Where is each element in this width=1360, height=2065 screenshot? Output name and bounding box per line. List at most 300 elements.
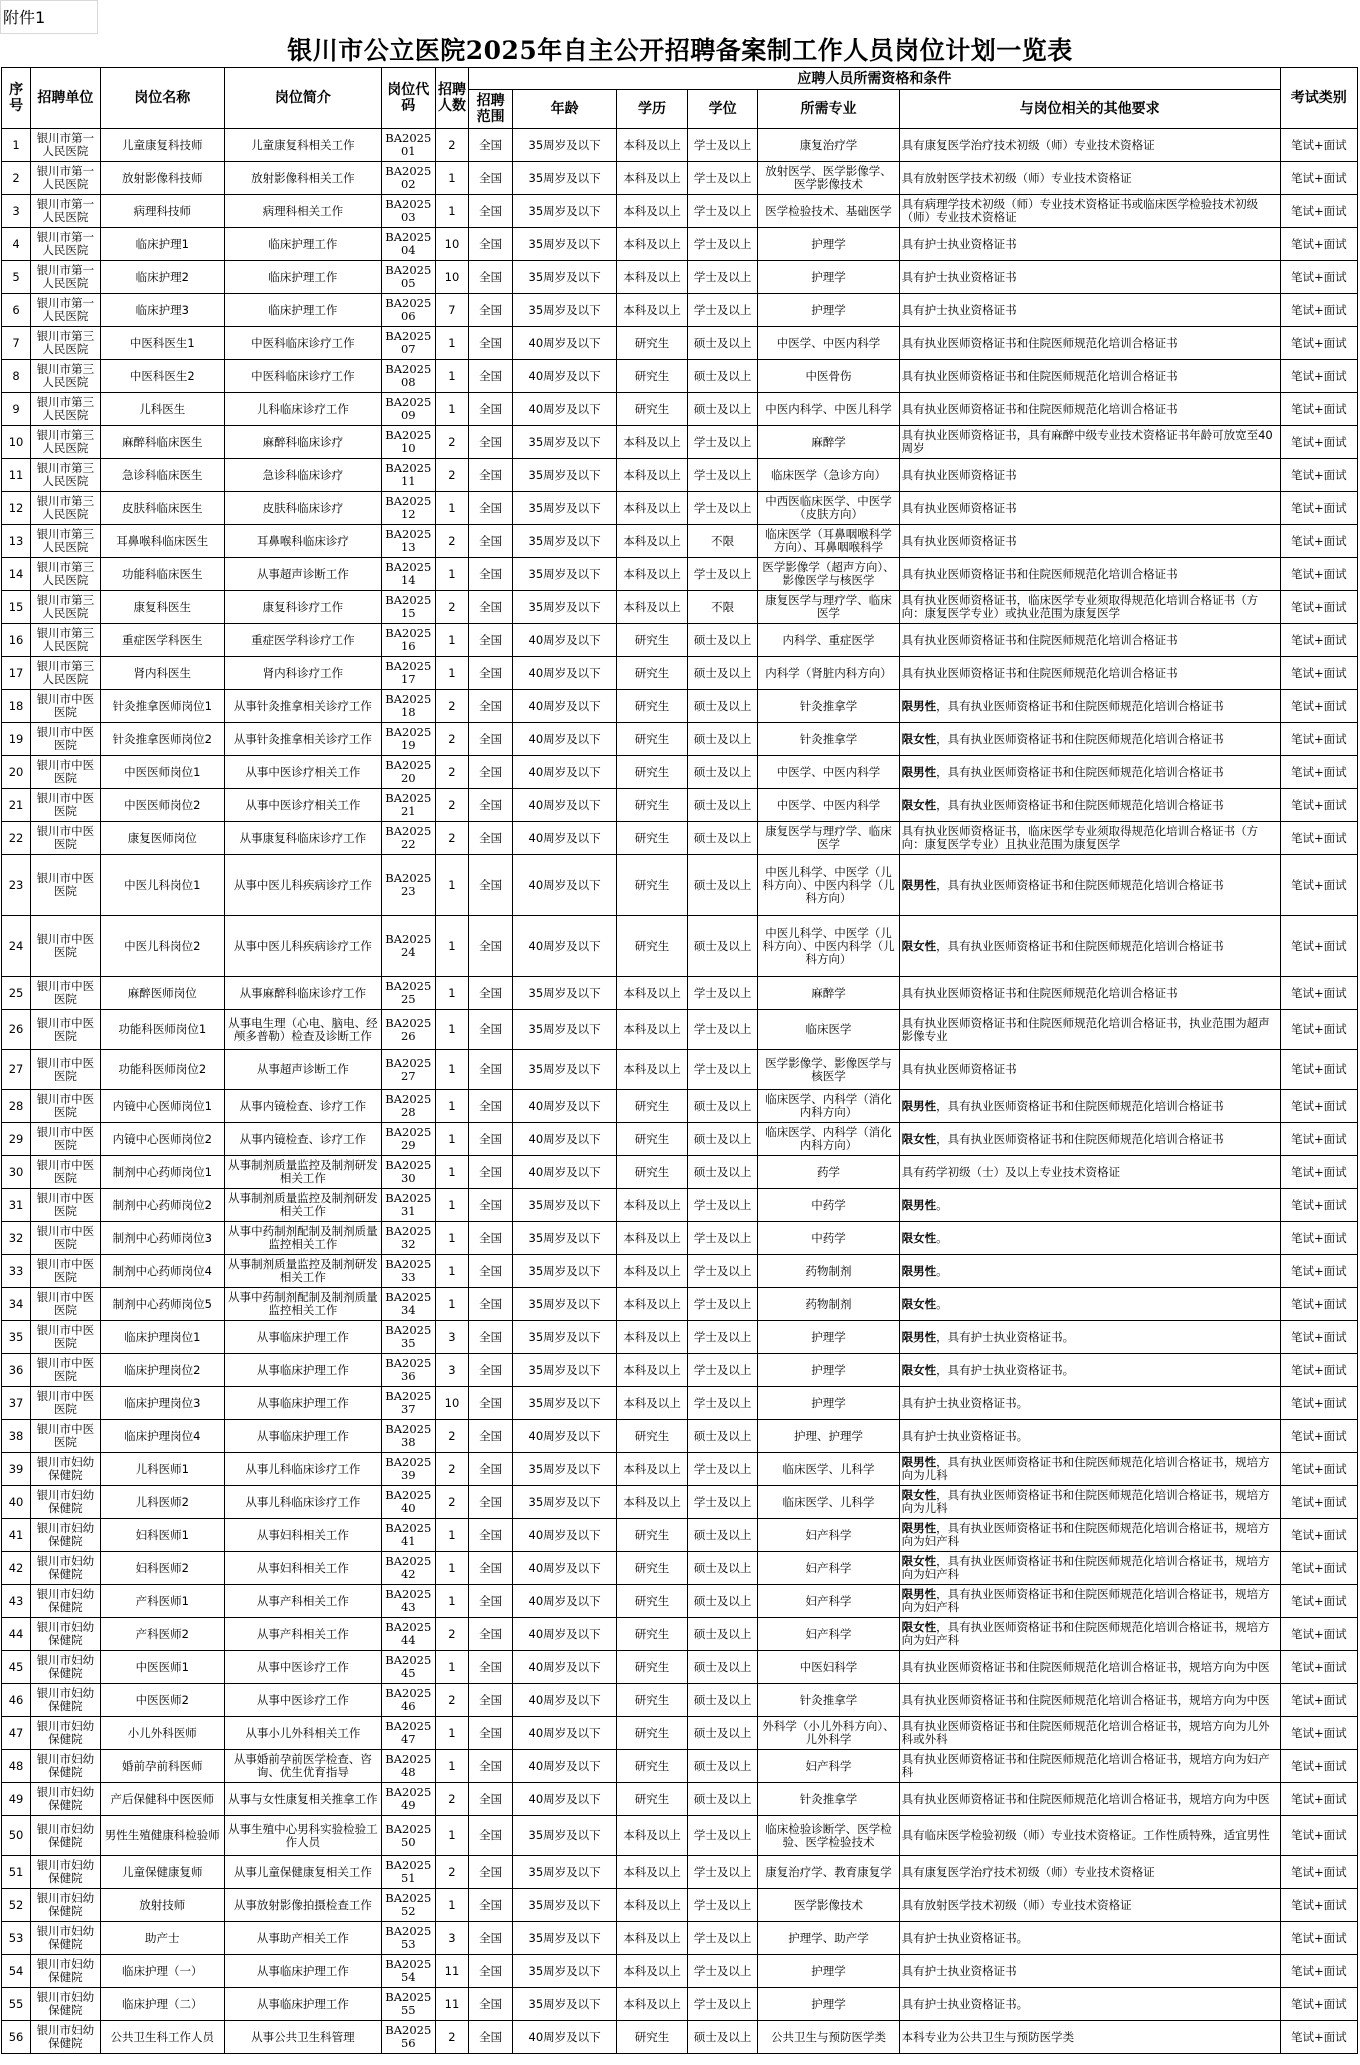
cell-major: 中医儿科学、中医学（儿科方向）、中医内科学（儿科方向） (758, 916, 899, 977)
cell-age: 35周岁及以下 (512, 1010, 616, 1050)
cell-major: 护理学 (758, 1988, 899, 2021)
cell-age: 35周岁及以下 (512, 1486, 616, 1519)
cell-age: 35周岁及以下 (512, 1050, 616, 1090)
cell-degree: 学士及以上 (687, 977, 758, 1010)
cell-age: 35周岁及以下 (512, 426, 616, 459)
table-row (2, 2021, 1358, 2054)
cell-position: 公共卫生科工作人员 (100, 2021, 224, 2054)
cell-scope: 全国 (469, 228, 513, 261)
cell-unit: 银川市第一人民医院 (31, 129, 100, 162)
cell-intro: 从事中医诊疗相关工作 (224, 789, 381, 822)
cell-other-requirements (899, 1955, 1280, 1988)
cell-count: 1 (435, 1156, 469, 1189)
cell-unit: 银川市妇幼保健院 (31, 1750, 100, 1783)
requirement-text: 具有护士执业资格证书。 (901, 1996, 1029, 2011)
cell-degree: 硕士及以上 (687, 1651, 758, 1684)
cell-age: 35周岁及以下 (512, 294, 616, 327)
cell-unit: 银川市中医医院 (31, 855, 100, 916)
cell-unit: 银川市妇幼保健院 (31, 1684, 100, 1717)
cell-other-requirements (899, 1988, 1280, 2021)
cell-exam: 笔试+面试 (1280, 1651, 1357, 1684)
cell-scope: 全国 (469, 1922, 513, 1955)
cell-exam: 笔试+面试 (1280, 195, 1357, 228)
cell-exam: 笔试+面试 (1280, 129, 1357, 162)
table-row (2, 459, 1358, 492)
requirement-text: 具有临床医学检验初级（师）专业技术资格证。工作性质特殊，适宜男性 (901, 1828, 1270, 1842)
cell-education: 本科及以上 (617, 1453, 688, 1486)
cell-unit: 银川市中医医院 (31, 1156, 100, 1189)
cell-other-requirements (899, 426, 1280, 459)
gender-restriction: 限女性 (901, 731, 937, 746)
cell-education: 研究生 (617, 1090, 688, 1123)
cell-exam: 笔试+面试 (1280, 558, 1357, 591)
cell-seq: 15 (2, 591, 31, 624)
cell-position: 制剂中心药师岗位3 (100, 1222, 224, 1255)
cell-unit: 银川市第三人民医院 (31, 459, 100, 492)
table-row (2, 1585, 1358, 1618)
cell-count: 2 (435, 1453, 469, 1486)
cell-scope: 全国 (469, 855, 513, 916)
table-row (2, 426, 1358, 459)
cell-education: 本科及以上 (617, 228, 688, 261)
cell-exam: 笔试+面试 (1280, 1816, 1357, 1856)
gender-restriction: 限男性 (901, 877, 937, 892)
cell-count: 1 (435, 162, 469, 195)
cell-seq: 11 (2, 459, 31, 492)
cell-intro: 从事康复科临床诊疗工作 (224, 822, 381, 855)
requirement-text: ，具有执业医师资格证书和住院医师规范化培训合格证书 (936, 1098, 1224, 1113)
cell-age: 40周岁及以下 (512, 1618, 616, 1651)
cell-exam: 笔试+面试 (1280, 1585, 1357, 1618)
cell-scope: 全国 (469, 1010, 513, 1050)
cell-code: BA202512 (381, 492, 435, 525)
cell-unit: 银川市第一人民医院 (31, 162, 100, 195)
requirement-text: 具有护士执业资格证书 (901, 236, 1017, 251)
table-row (2, 591, 1358, 624)
cell-seq: 36 (2, 1354, 31, 1387)
table-row (2, 1922, 1358, 1955)
cell-degree: 学士及以上 (687, 1856, 758, 1889)
cell-age: 35周岁及以下 (512, 162, 616, 195)
cell-position: 产后保健科中医医师 (100, 1783, 224, 1816)
cell-other-requirements (899, 1255, 1280, 1288)
gender-restriction: 限女性 (901, 1230, 937, 1245)
cell-degree: 硕士及以上 (687, 723, 758, 756)
cell-education: 研究生 (617, 690, 688, 723)
cell-exam: 笔试+面试 (1280, 1354, 1357, 1387)
cell-scope: 全国 (469, 1988, 513, 2021)
cell-seq: 56 (2, 2021, 31, 2054)
cell-code: BA202552 (381, 1889, 435, 1922)
requirement-text: ，具有执业医师资格证书和住院医师规范化培训合格证书 (936, 731, 1224, 746)
cell-education: 研究生 (617, 327, 688, 360)
cell-education: 研究生 (617, 360, 688, 393)
table-row (2, 723, 1358, 756)
requirement-text: ，具有护士执业资格证书。 (936, 1329, 1075, 1344)
cell-exam: 笔试+面试 (1280, 1010, 1357, 1050)
cell-degree: 学士及以上 (687, 1255, 758, 1288)
cell-education: 本科及以上 (617, 1321, 688, 1354)
cell-other-requirements (899, 789, 1280, 822)
cell-education: 研究生 (617, 855, 688, 916)
cell-intro: 从事临床护理工作 (224, 1988, 381, 2021)
cell-seq: 45 (2, 1651, 31, 1684)
cell-seq: 46 (2, 1684, 31, 1717)
cell-major: 药物制剂 (758, 1288, 899, 1321)
cell-age: 35周岁及以下 (512, 1354, 616, 1387)
cell-unit: 银川市中医医院 (31, 1050, 100, 1090)
requirement-text: 具有执业医师资格证书，临床医学专业须取得规范化培训合格证书（方向：康复医学专业）或执业范围为康复医学 (901, 593, 1259, 620)
cell-degree: 硕士及以上 (687, 327, 758, 360)
cell-degree: 学士及以上 (687, 228, 758, 261)
cell-intro: 从事公共卫生科管理 (224, 2021, 381, 2054)
requirement-text: ，具有护士执业资格证书。 (936, 1362, 1075, 1377)
cell-seq: 13 (2, 525, 31, 558)
cell-scope: 全国 (469, 2021, 513, 2054)
table-row (2, 492, 1358, 525)
cell-count: 10 (435, 1387, 469, 1420)
header-intro: 岗位简介 (224, 68, 381, 129)
cell-unit: 银川市妇幼保健院 (31, 1955, 100, 1988)
cell-intro: 麻醉科临床诊疗 (224, 426, 381, 459)
requirement-text: 具有执业医师资格证书 (901, 533, 1017, 548)
cell-intro: 儿科临床诊疗工作 (224, 393, 381, 426)
cell-scope: 全国 (469, 1321, 513, 1354)
cell-seq: 41 (2, 1519, 31, 1552)
cell-count: 2 (435, 2021, 469, 2054)
cell-scope: 全国 (469, 1354, 513, 1387)
cell-major: 护理学 (758, 1321, 899, 1354)
cell-intro: 儿童康复科相关工作 (224, 129, 381, 162)
cell-position: 中医医师岗位2 (100, 789, 224, 822)
cell-seq: 35 (2, 1321, 31, 1354)
cell-major: 临床医学 (758, 1010, 899, 1050)
cell-exam: 笔试+面试 (1280, 1717, 1357, 1750)
requirement-text: ，具有执业医师资格证书和住院医师规范化培训合格证书，规培方向为妇产科 (901, 1587, 1270, 1614)
cell-position: 麻醉科临床医生 (100, 426, 224, 459)
cell-other-requirements (899, 1123, 1280, 1156)
cell-degree: 硕士及以上 (687, 2021, 758, 2054)
cell-education: 本科及以上 (617, 1486, 688, 1519)
cell-scope: 全国 (469, 1955, 513, 1988)
cell-count: 1 (435, 1222, 469, 1255)
cell-major: 医学影像学、影像医学与核医学 (758, 1050, 899, 1090)
cell-unit: 银川市妇幼保健院 (31, 2021, 100, 2054)
requirement-text: 具有放射医学技术初级（师）专业技术资格证 (901, 170, 1132, 185)
cell-scope: 全国 (469, 1420, 513, 1453)
cell-degree: 学士及以上 (687, 294, 758, 327)
cell-exam: 笔试+面试 (1280, 916, 1357, 977)
cell-education: 研究生 (617, 916, 688, 977)
cell-code: BA202545 (381, 1651, 435, 1684)
cell-age: 40周岁及以下 (512, 1090, 616, 1123)
cell-seq: 33 (2, 1255, 31, 1288)
cell-seq: 30 (2, 1156, 31, 1189)
cell-exam: 笔试+面试 (1280, 1420, 1357, 1453)
cell-major: 针灸推拿学 (758, 723, 899, 756)
cell-degree: 学士及以上 (687, 426, 758, 459)
cell-other-requirements (899, 1816, 1280, 1856)
table-row (2, 1486, 1358, 1519)
cell-education: 本科及以上 (617, 1922, 688, 1955)
cell-major: 中医学、中医内科学 (758, 756, 899, 789)
cell-seq: 52 (2, 1889, 31, 1922)
cell-count: 1 (435, 977, 469, 1010)
table-row (2, 1321, 1358, 1354)
cell-age: 35周岁及以下 (512, 1816, 616, 1856)
cell-degree: 学士及以上 (687, 1453, 758, 1486)
attachment-label: 附件1 (0, 0, 98, 34)
cell-count: 1 (435, 1816, 469, 1856)
cell-age: 35周岁及以下 (512, 1922, 616, 1955)
cell-count: 10 (435, 261, 469, 294)
cell-major: 中医内科学、中医儿科学 (758, 393, 899, 426)
table-row (2, 525, 1358, 558)
cell-exam: 笔试+面试 (1280, 162, 1357, 195)
requirement-text: 具有病理学技术初级（师）专业技术资格证书或临床医学检验技术初级（师）专业技术资格证 (901, 197, 1259, 224)
cell-count: 2 (435, 1618, 469, 1651)
cell-degree: 硕士及以上 (687, 822, 758, 855)
cell-seq: 50 (2, 1816, 31, 1856)
cell-exam: 笔试+面试 (1280, 1955, 1357, 1988)
cell-count: 1 (435, 1889, 469, 1922)
cell-degree: 学士及以上 (687, 1222, 758, 1255)
cell-major: 中西医临床医学、中医学（皮肤方向） (758, 492, 899, 525)
requirement-text: 具有康复医学治疗技术初级（师）专业技术资格证 (901, 137, 1155, 152)
cell-count: 2 (435, 1420, 469, 1453)
cell-age: 35周岁及以下 (512, 591, 616, 624)
cell-age: 35周岁及以下 (512, 228, 616, 261)
cell-count: 1 (435, 1189, 469, 1222)
cell-other-requirements (899, 525, 1280, 558)
cell-intro: 耳鼻喉科临床诊疗 (224, 525, 381, 558)
cell-other-requirements (899, 459, 1280, 492)
cell-degree: 硕士及以上 (687, 1552, 758, 1585)
cell-education: 本科及以上 (617, 426, 688, 459)
cell-unit: 银川市妇幼保健院 (31, 1816, 100, 1856)
cell-degree: 不限 (687, 591, 758, 624)
cell-degree: 硕士及以上 (687, 393, 758, 426)
cell-position: 制剂中心药师岗位4 (100, 1255, 224, 1288)
table-row (2, 657, 1358, 690)
cell-code: BA202510 (381, 426, 435, 459)
cell-scope: 全国 (469, 916, 513, 977)
cell-count: 1 (435, 1050, 469, 1090)
cell-count: 2 (435, 1856, 469, 1889)
cell-major: 康复医学与理疗学、临床医学 (758, 822, 899, 855)
table-row (2, 1288, 1358, 1321)
cell-scope: 全国 (469, 1585, 513, 1618)
requirement-text: 具有执业医师资格证书，临床医学专业须取得规范化培训合格证书（方向：康复医学专业）且执业范围为康复医学 (901, 824, 1259, 851)
cell-scope: 全国 (469, 1618, 513, 1651)
cell-age: 35周岁及以下 (512, 459, 616, 492)
cell-seq: 40 (2, 1486, 31, 1519)
cell-seq: 32 (2, 1222, 31, 1255)
cell-unit: 银川市中医医院 (31, 1255, 100, 1288)
cell-intro: 从事内镜检查、诊疗工作 (224, 1090, 381, 1123)
cell-count: 1 (435, 1552, 469, 1585)
cell-scope: 全国 (469, 822, 513, 855)
cell-seq: 20 (2, 756, 31, 789)
cell-exam: 笔试+面试 (1280, 591, 1357, 624)
cell-position: 麻醉医师岗位 (100, 977, 224, 1010)
requirement-text: ，具有执业医师资格证书和住院医师规范化培训合格证书，规培方向为妇产科 (901, 1521, 1270, 1548)
cell-age: 40周岁及以下 (512, 789, 616, 822)
cell-degree: 不限 (687, 525, 758, 558)
cell-code: BA202542 (381, 1552, 435, 1585)
cell-code: BA202525 (381, 977, 435, 1010)
cell-other-requirements (899, 360, 1280, 393)
cell-position: 功能科医师岗位1 (100, 1010, 224, 1050)
cell-position: 助产士 (100, 1922, 224, 1955)
cell-code: BA202549 (381, 1783, 435, 1816)
cell-count: 3 (435, 1321, 469, 1354)
cell-unit: 银川市妇幼保健院 (31, 1453, 100, 1486)
table-row (2, 916, 1358, 977)
gender-restriction: 限女性 (901, 938, 937, 953)
cell-unit: 银川市中医医院 (31, 1288, 100, 1321)
cell-age: 40周岁及以下 (512, 393, 616, 426)
table-row (2, 1189, 1358, 1222)
cell-position: 儿童康复科技师 (100, 129, 224, 162)
cell-scope: 全国 (469, 492, 513, 525)
cell-unit: 银川市妇幼保健院 (31, 1988, 100, 2021)
cell-scope: 全国 (469, 1856, 513, 1889)
cell-major: 中医学、中医内科学 (758, 789, 899, 822)
cell-education: 本科及以上 (617, 1354, 688, 1387)
cell-seq: 44 (2, 1618, 31, 1651)
cell-count: 1 (435, 1750, 469, 1783)
cell-seq: 22 (2, 822, 31, 855)
cell-position: 临床护理3 (100, 294, 224, 327)
cell-code: BA202503 (381, 195, 435, 228)
cell-scope: 全国 (469, 459, 513, 492)
cell-seq: 1 (2, 129, 31, 162)
cell-other-requirements (899, 1189, 1280, 1222)
cell-count: 1 (435, 1717, 469, 1750)
cell-code: BA202554 (381, 1955, 435, 1988)
cell-count: 2 (435, 426, 469, 459)
cell-major: 护理学 (758, 1955, 899, 1988)
cell-degree: 硕士及以上 (687, 690, 758, 723)
cell-intro: 临床护理工作 (224, 261, 381, 294)
cell-scope: 全国 (469, 195, 513, 228)
cell-other-requirements (899, 261, 1280, 294)
cell-other-requirements (899, 195, 1280, 228)
cell-major: 妇产科学 (758, 1585, 899, 1618)
cell-intro: 临床护理工作 (224, 228, 381, 261)
cell-code: BA202556 (381, 2021, 435, 2054)
cell-position: 康复科医生 (100, 591, 224, 624)
cell-position: 儿科医生 (100, 393, 224, 426)
cell-other-requirements (899, 1519, 1280, 1552)
cell-position: 中医科医生1 (100, 327, 224, 360)
table-row (2, 1123, 1358, 1156)
cell-education: 本科及以上 (617, 1255, 688, 1288)
cell-degree: 硕士及以上 (687, 657, 758, 690)
cell-education: 研究生 (617, 1618, 688, 1651)
cell-unit: 银川市中医医院 (31, 1010, 100, 1050)
cell-seq: 26 (2, 1010, 31, 1050)
cell-count: 1 (435, 393, 469, 426)
cell-count: 2 (435, 459, 469, 492)
requirement-text: ，具有执业医师资格证书和住院医师规范化培训合格证书，规培方向为妇产科 (901, 1554, 1270, 1581)
cell-degree: 学士及以上 (687, 1288, 758, 1321)
cell-seq: 51 (2, 1856, 31, 1889)
cell-scope: 全国 (469, 1255, 513, 1288)
cell-seq: 10 (2, 426, 31, 459)
cell-code: BA202508 (381, 360, 435, 393)
cell-seq: 29 (2, 1123, 31, 1156)
table-row (2, 624, 1358, 657)
cell-scope: 全国 (469, 360, 513, 393)
cell-seq: 47 (2, 1717, 31, 1750)
cell-seq: 49 (2, 1783, 31, 1816)
cell-education: 研究生 (617, 1123, 688, 1156)
cell-code: BA202531 (381, 1189, 435, 1222)
gender-restriction: 限男性 (901, 1263, 937, 1278)
cell-unit: 银川市中医医院 (31, 1387, 100, 1420)
cell-major: 护理学 (758, 228, 899, 261)
cell-code: BA202521 (381, 789, 435, 822)
cell-exam: 笔试+面试 (1280, 1889, 1357, 1922)
cell-other-requirements (899, 1684, 1280, 1717)
table-body (2, 129, 1358, 2054)
table-row (2, 822, 1358, 855)
cell-seq: 3 (2, 195, 31, 228)
cell-age: 35周岁及以下 (512, 1321, 616, 1354)
cell-seq: 43 (2, 1585, 31, 1618)
table-row (2, 1552, 1358, 1585)
cell-major: 康复治疗学、教育康复学 (758, 1856, 899, 1889)
cell-position: 临床护理2 (100, 261, 224, 294)
cell-major: 临床医学、内科学（消化内科方向） (758, 1123, 899, 1156)
cell-age: 35周岁及以下 (512, 1955, 616, 1988)
cell-count: 2 (435, 129, 469, 162)
cell-code: BA202541 (381, 1519, 435, 1552)
cell-count: 1 (435, 1010, 469, 1050)
page-title: 银川市公立医院2025年自主公开招聘备案制工作人员岗位计划一览表 (287, 36, 1073, 65)
cell-seq: 25 (2, 977, 31, 1010)
cell-count: 1 (435, 1519, 469, 1552)
requirement-text: ，具有执业医师资格证书和住院医师规范化培训合格证书 (936, 698, 1224, 713)
requirement-text: ，具有执业医师资格证书和住院医师规范化培训合格证书 (936, 1131, 1224, 1146)
cell-exam: 笔试+面试 (1280, 690, 1357, 723)
cell-major: 妇产科学 (758, 1618, 899, 1651)
cell-scope: 全国 (469, 1050, 513, 1090)
requirement-text: 具有执业医师资格证书和住院医师规范化培训合格证书，规培方向为妇产科 (901, 1752, 1270, 1779)
header-exam: 考试类别 (1280, 68, 1357, 129)
cell-age: 40周岁及以下 (512, 1552, 616, 1585)
cell-major: 临床医学、内科学（消化内科方向） (758, 1090, 899, 1123)
cell-degree: 硕士及以上 (687, 855, 758, 916)
gender-restriction: 限女性 (901, 797, 937, 812)
cell-age: 40周岁及以下 (512, 2021, 616, 2054)
cell-age: 40周岁及以下 (512, 1783, 616, 1816)
cell-other-requirements (899, 690, 1280, 723)
cell-intro: 急诊科临床诊疗 (224, 459, 381, 492)
header-code: 岗位代码 (381, 68, 435, 129)
table-row (2, 1453, 1358, 1486)
cell-major: 中医妇科学 (758, 1651, 899, 1684)
cell-education: 研究生 (617, 1717, 688, 1750)
cell-seq: 12 (2, 492, 31, 525)
cell-position: 放射影像科技师 (100, 162, 224, 195)
cell-intro: 从事临床护理工作 (224, 1321, 381, 1354)
cell-position: 妇科医师2 (100, 1552, 224, 1585)
requirement-text: 具有执业医师资格证书和住院医师规范化培训合格证书 (901, 335, 1178, 350)
cell-intro: 临床护理工作 (224, 294, 381, 327)
